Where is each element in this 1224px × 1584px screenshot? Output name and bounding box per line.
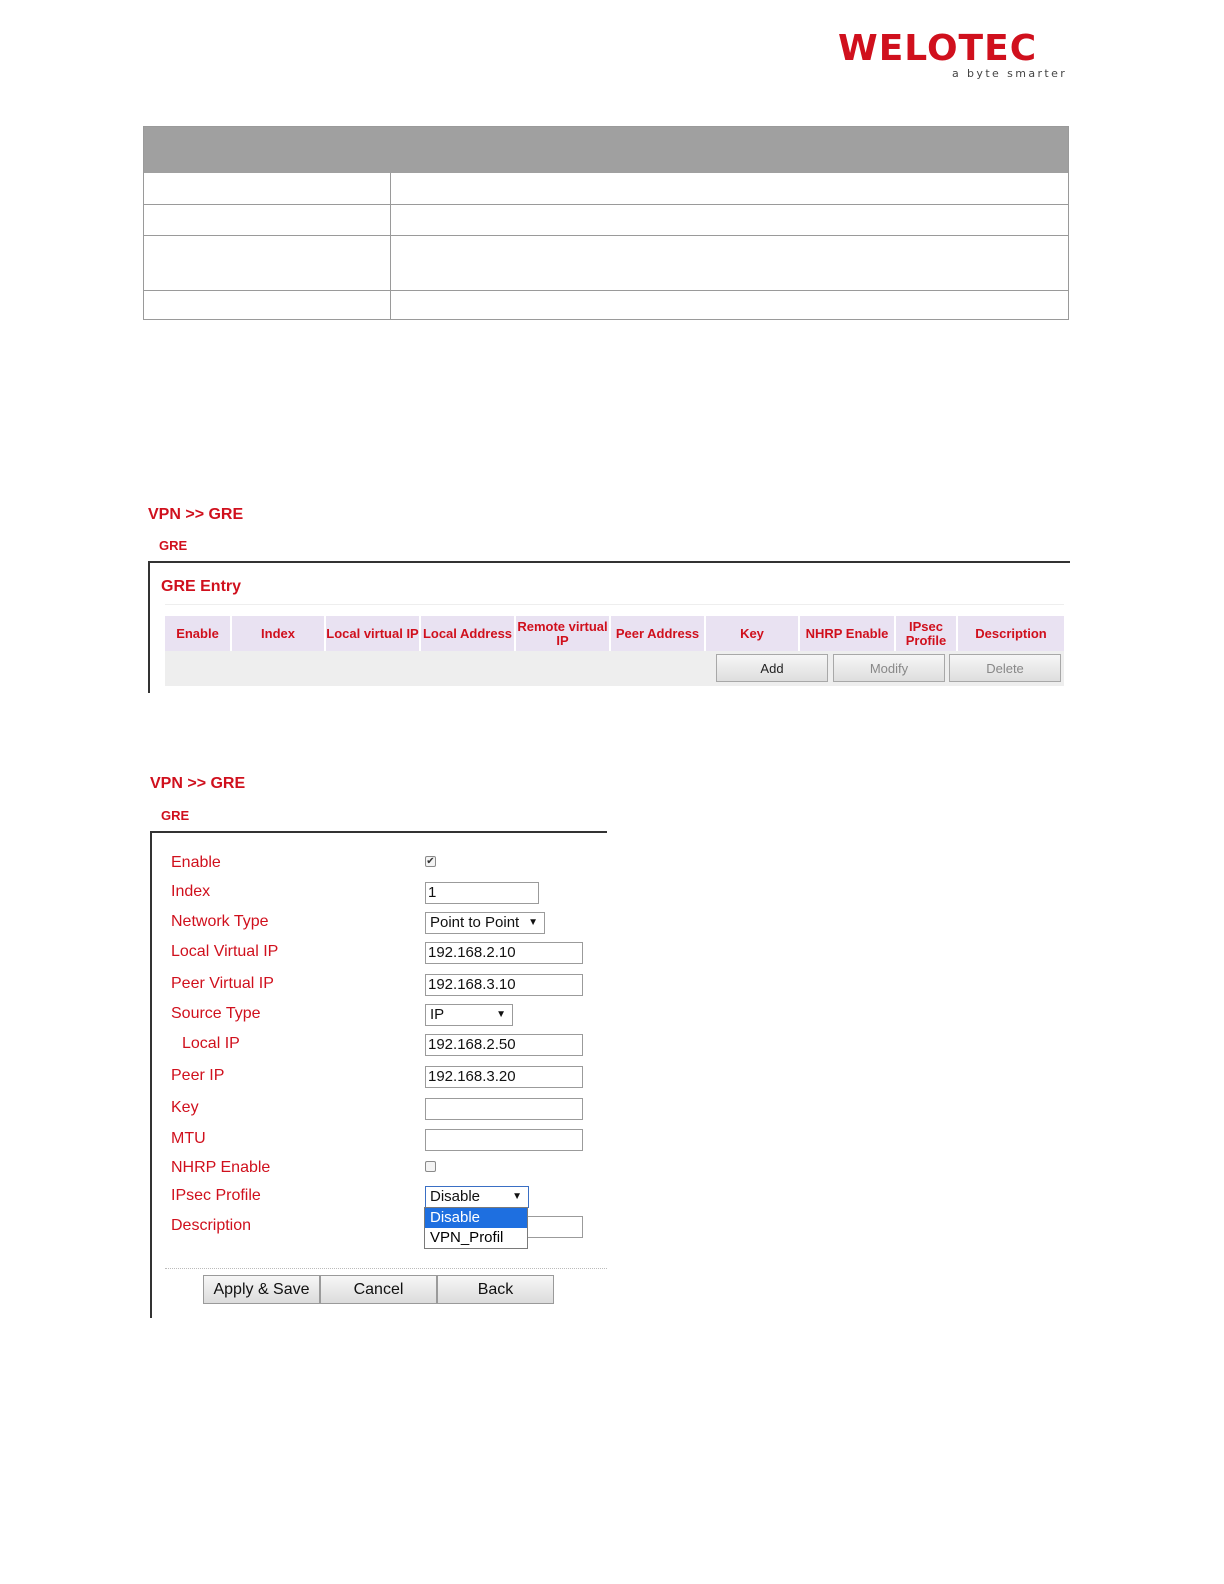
chevron-down-icon: ▼: [512, 1191, 522, 1202]
network-type-label: Network Type: [171, 913, 269, 930]
network-type-select[interactable]: [425, 912, 545, 934]
key-label: Key: [171, 1099, 199, 1116]
modify-button[interactable]: Modify: [833, 654, 945, 682]
logo-wordmark-text: WELOTEC: [838, 30, 1038, 66]
column-header-description: Description: [958, 616, 1064, 651]
mtu-label: MTU: [171, 1130, 206, 1147]
local-virtual-ip-input[interactable]: 192.168.2.10: [425, 942, 583, 964]
apply-save-button[interactable]: Apply & Save: [203, 1275, 320, 1304]
peer-ip-input[interactable]: 192.168.3.20: [425, 1066, 583, 1088]
nhrp-enable-checkbox[interactable]: [425, 1161, 436, 1172]
cancel-button[interactable]: Cancel: [320, 1275, 437, 1304]
source-type-label: Source Type: [171, 1005, 261, 1022]
description-label: Description: [171, 1217, 252, 1234]
mtu-input[interactable]: [425, 1129, 583, 1151]
peer-virtual-ip-label: Peer Virtual IP: [171, 975, 274, 992]
column-header-local-address: Local Address: [421, 616, 516, 651]
ipsec-profile-label: IPsec Profile: [171, 1187, 261, 1204]
logo-tagline: a byte smarter: [952, 67, 1068, 80]
column-header-local-virtual-ip: Local virtual IP: [326, 616, 421, 651]
local-ip-input[interactable]: 192.168.2.50: [425, 1034, 583, 1056]
document-table: [143, 126, 1069, 320]
key-input[interactable]: [425, 1098, 583, 1120]
gre-entry-table: [165, 616, 1064, 686]
column-header-index: Index: [232, 616, 326, 651]
chevron-down-icon: ▼: [496, 1009, 506, 1020]
ipsec-profile-value: Disable: [430, 1188, 481, 1205]
dropdown-option-disable[interactable]: Disable: [425, 1208, 527, 1228]
enable-checkbox[interactable]: ✔: [426, 856, 435, 867]
local-virtual-ip-label: Local Virtual IP: [171, 943, 279, 960]
enable-label: Enable: [171, 854, 221, 871]
column-header-remote-virtual-ip: Remote virtual IP: [516, 616, 611, 651]
source-type-value: IP: [430, 1006, 445, 1023]
network-type-value: Point to Point: [430, 914, 520, 931]
add-button[interactable]: Add: [716, 654, 828, 682]
local-ip-label: Local IP: [182, 1035, 240, 1052]
section-tab-gre[interactable]: GRE: [159, 538, 188, 553]
ipsec-profile-dropdown: [424, 1207, 528, 1249]
peer-ip-label: Peer IP: [171, 1067, 225, 1084]
chevron-down-icon: ▼: [528, 917, 538, 928]
column-header-peer-address: Peer Address: [611, 616, 706, 651]
column-header-nhrp-enable: NHRP Enable: [800, 616, 896, 651]
column-header-key: Key: [706, 616, 800, 651]
dropdown-option-vpn-profil[interactable]: VPN_Profil: [430, 1229, 504, 1246]
welotec-logo: [838, 30, 1070, 66]
peer-virtual-ip-input[interactable]: 192.168.3.10: [425, 974, 583, 996]
panel-title: GRE Entry: [161, 578, 242, 595]
delete-button[interactable]: Delete: [949, 654, 1061, 682]
table-header: [144, 127, 1068, 173]
index-input[interactable]: 1: [425, 882, 539, 904]
back-button[interactable]: Back: [437, 1275, 554, 1304]
ipsec-profile-select[interactable]: [425, 1186, 529, 1208]
nhrp-enable-label: NHRP Enable: [171, 1159, 271, 1176]
divider: [165, 1268, 607, 1269]
column-header-enable: Enable: [165, 616, 232, 651]
index-label: Index: [171, 883, 211, 900]
breadcrumb: VPN >> GRE: [148, 506, 244, 523]
breadcrumb: VPN >> GRE: [150, 775, 246, 792]
section-tab-gre[interactable]: GRE: [161, 808, 190, 823]
column-header-ipsec-profile: IPsec Profile: [896, 616, 958, 651]
source-type-select[interactable]: [425, 1004, 513, 1026]
